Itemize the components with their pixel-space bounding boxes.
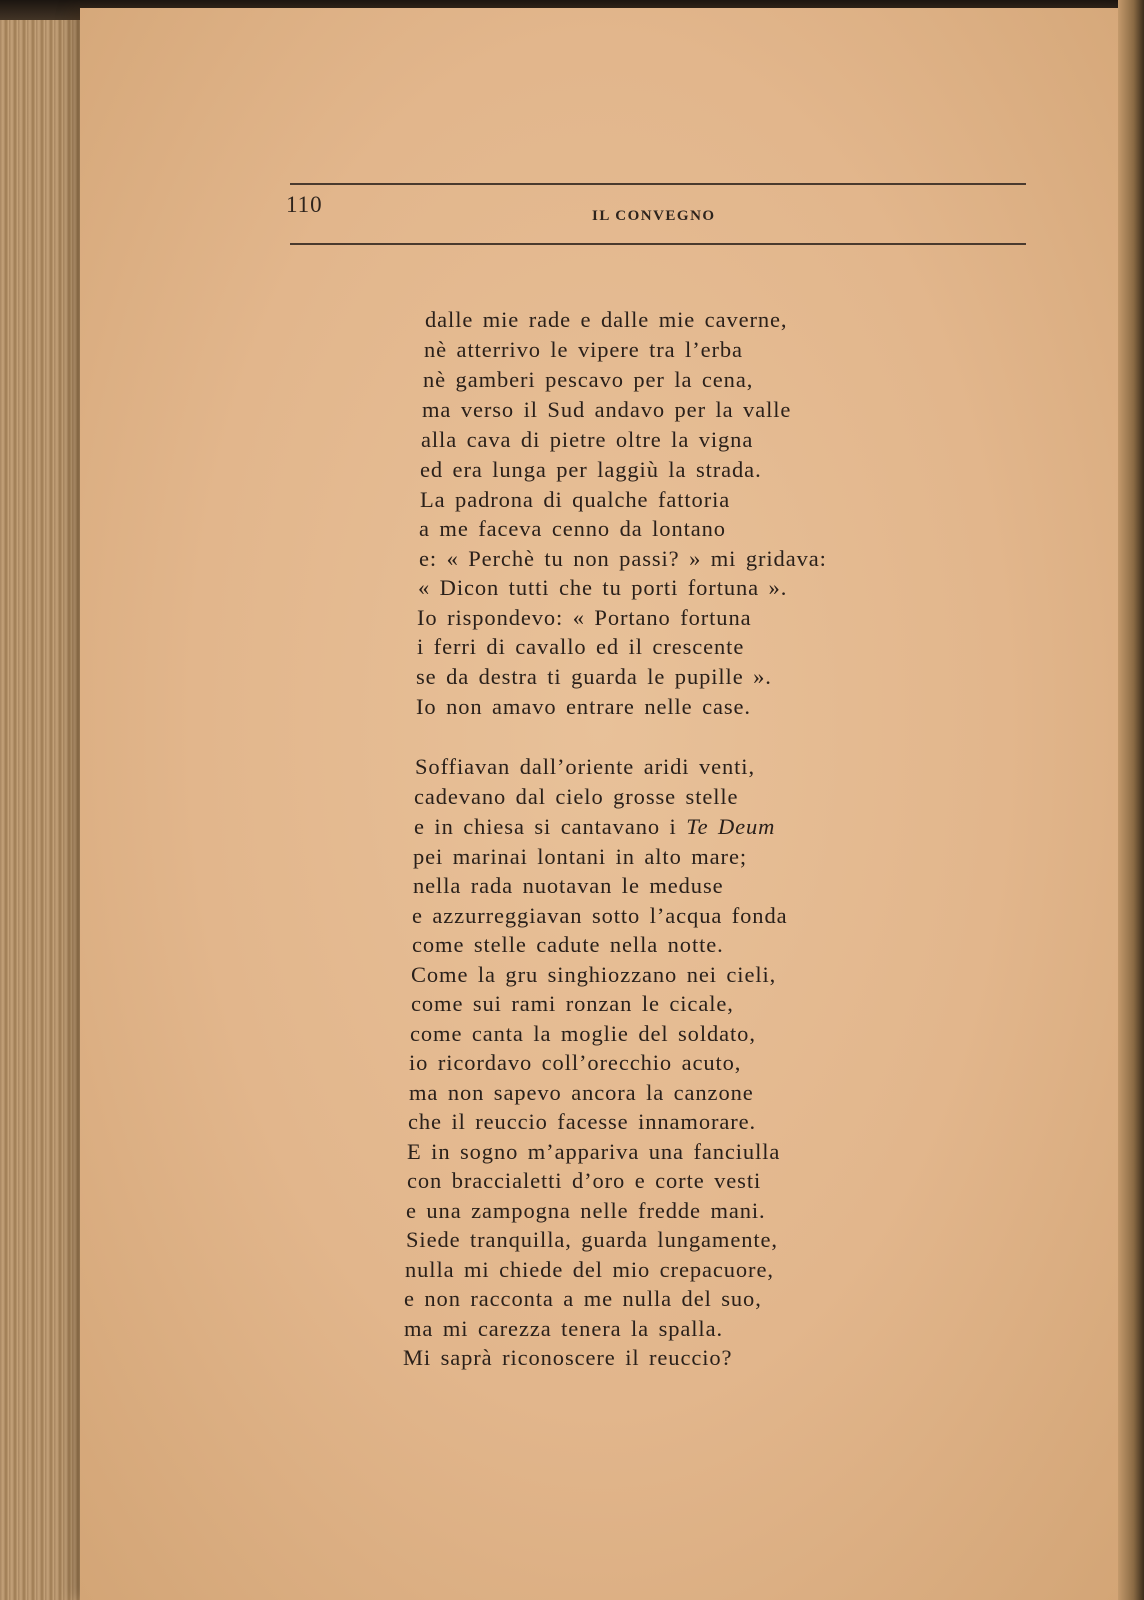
- poem-line: nè atterrivo le vipere tra l’erba: [424, 337, 743, 362]
- poem-line: ma non sapevo ancora la canzone: [409, 1080, 754, 1105]
- poem-line: i ferri di cavallo ed il crescente: [417, 634, 745, 659]
- page-number: 110: [286, 192, 323, 217]
- poem-line: ma verso il Sud andavo per la valle: [422, 397, 792, 422]
- poem-line: E in sogno m’appariva una fanciulla: [407, 1139, 781, 1164]
- poem-line: nella rada nuotavan le meduse: [413, 873, 724, 898]
- poem-line: Io non amavo entrare nelle case.: [416, 694, 751, 719]
- poem-line: se da destra ti guarda le pupille ».: [416, 664, 772, 689]
- poem-line: ma mi carezza tenera la spalla.: [404, 1316, 723, 1341]
- poem-line: nè gamberi pescavo per la cena,: [423, 367, 754, 392]
- poem-line: e una zampogna nelle fredde mani.: [406, 1198, 766, 1223]
- poem-line: Io rispondevo: « Portano fortuna: [417, 605, 752, 630]
- poem-line: [414, 814, 775, 840]
- te-deum-italic: Te Deum: [686, 814, 776, 839]
- poem-line: alla cava di pietre oltre la vigna: [421, 427, 754, 452]
- running-title: IL CONVEGNO: [592, 208, 716, 224]
- poem-line: come sui rami ronzan le cicale,: [411, 991, 734, 1016]
- poem-line: ed era lunga per laggiù la strada.: [420, 457, 762, 482]
- poem-line: dalle mie rade e dalle mie caverne,: [425, 307, 788, 332]
- poem-line: cadevano dal cielo grosse stelle: [414, 784, 739, 809]
- poem-line: La padrona di qualche fattoria: [420, 487, 731, 512]
- poem-line: e non racconta a me nulla del suo,: [404, 1286, 762, 1311]
- poem-line: nulla mi chiede del mio crepacuore,: [405, 1257, 774, 1282]
- poem-line: Siede tranquilla, guarda lungamente,: [406, 1227, 778, 1252]
- poem-line: e: « Perchè tu non passi? » mi gridava:: [419, 546, 827, 571]
- poem-line: « Dicon tutti che tu porti fortuna ».: [418, 575, 788, 600]
- poem-line: con braccialetti d’oro e corte vesti: [407, 1168, 762, 1193]
- poem-line: a me faceva cenno da lontano: [419, 516, 726, 541]
- poem-line: come stelle cadute nella notte.: [412, 932, 724, 957]
- poem-line: Come la gru singhiozzano nei cieli,: [411, 962, 777, 987]
- poem-line: come canta la moglie del soldato,: [410, 1021, 756, 1046]
- poem-line: Mi saprà riconoscere il reuccio?: [403, 1345, 733, 1370]
- poem-line: che il reuccio facesse innamorare.: [408, 1109, 757, 1134]
- poem-line: e azzurreggiavan sotto l’acqua fonda: [412, 903, 788, 928]
- poem-line-text: e in chiesa si cantavano i: [414, 814, 687, 839]
- poem-line: pei marinai lontani in alto mare;: [413, 844, 747, 869]
- poem-line: Soffiavan dall’oriente aridi venti,: [415, 754, 755, 779]
- poem-line: io ricordavo coll’orecchio acuto,: [409, 1050, 742, 1075]
